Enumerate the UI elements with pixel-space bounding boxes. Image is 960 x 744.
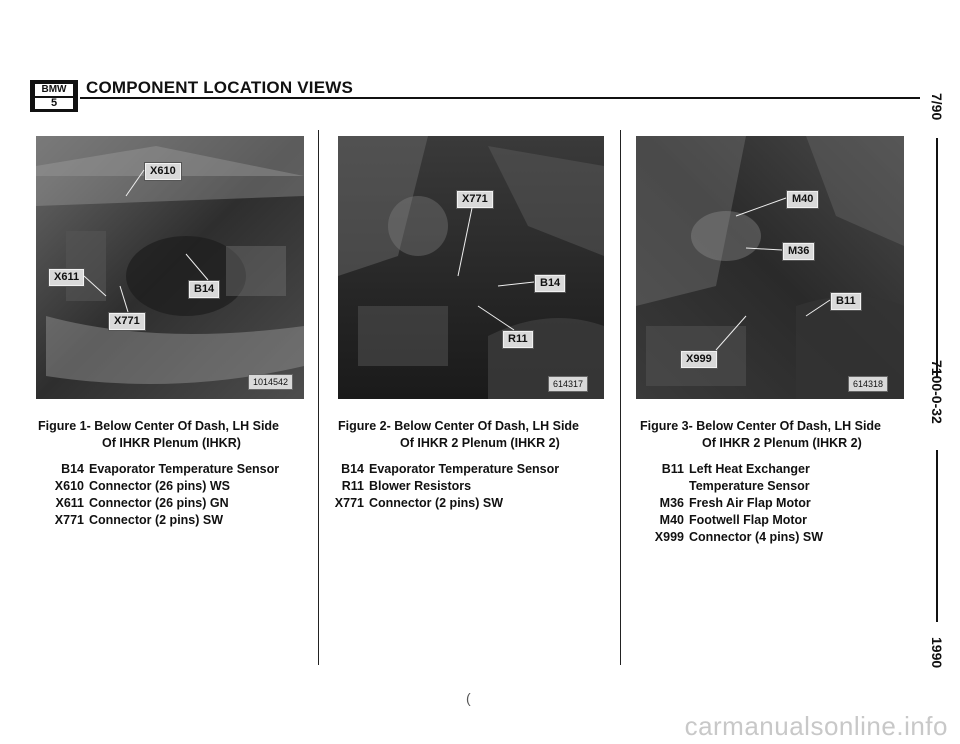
- watermark: carmanualsonline.info: [684, 711, 948, 741]
- figure-2-caption-line1: Figure 2- Below Center Of Dash, LH Side: [338, 419, 580, 433]
- legend-item: [640, 495, 823, 512]
- callout-b14: B14: [188, 280, 220, 299]
- legend-code: X610: [54, 479, 84, 493]
- legend-code: M40: [659, 513, 684, 527]
- legend-desc: Connector (2 pins) SW: [89, 513, 224, 527]
- legend-item: [40, 478, 279, 495]
- legend-code: B11: [661, 462, 684, 476]
- page-title: COMPONENT LOCATION VIEWS: [86, 78, 354, 97]
- legend-code: R11: [341, 479, 364, 493]
- bmw-5-series-logo: [30, 80, 78, 112]
- legend-desc: Evaporator Temperature Sensor: [369, 462, 560, 476]
- figure-1-caption: [38, 418, 279, 452]
- figure-2-photo: [338, 136, 604, 399]
- legend-item: [40, 461, 279, 478]
- margin-year: 1990: [929, 637, 945, 669]
- legend-desc: Connector (4 pins) SW: [689, 530, 824, 544]
- header-divider: [80, 97, 920, 99]
- figure-1-caption-line1: Figure 1- Below Center Of Dash, LH Side: [38, 419, 280, 433]
- callout-x610: X610: [144, 162, 182, 181]
- legend-code: X771: [54, 513, 84, 527]
- legend-item: [640, 512, 823, 529]
- callout-x771: X771: [456, 190, 494, 209]
- legend-code: B14: [341, 462, 364, 476]
- legend-code: X611: [55, 496, 84, 510]
- legend-desc: Footwell Flap Motor: [689, 513, 808, 527]
- figure-3-caption-line1: Figure 3- Below Center Of Dash, LH Side: [640, 419, 882, 433]
- legend-desc: Left Heat Exchanger: [689, 462, 810, 476]
- figure-1-legend: [40, 461, 279, 529]
- legend-code: X999: [654, 530, 684, 544]
- column-divider-2: [620, 130, 621, 665]
- margin-date: 7/90: [929, 93, 945, 121]
- legend-code: X771: [334, 496, 364, 510]
- legend-desc: Connector (2 pins) SW: [369, 496, 504, 510]
- callout-x611: X611: [48, 268, 85, 287]
- margin-rule-lower: [936, 450, 938, 622]
- legend-item: [640, 461, 823, 478]
- callout-m40: M40: [786, 190, 819, 209]
- figure-3-photo: [636, 136, 904, 399]
- figure-3-caption: [640, 418, 881, 452]
- figure-3-photo-texture: [636, 136, 904, 399]
- legend-desc: Connector (26 pins) GN: [89, 496, 229, 510]
- legend-desc-continuation: Temperature Sensor: [689, 479, 810, 493]
- figure-3-caption-line2: Of IHKR 2 Plenum (IHKR 2): [702, 436, 862, 450]
- stray-mark: (: [466, 690, 471, 706]
- callout-x999: X999: [680, 350, 718, 369]
- legend-item: [320, 495, 559, 512]
- legend-desc: Fresh Air Flap Motor: [689, 496, 811, 510]
- figure-2-caption-line2: Of IHKR 2 Plenum (IHKR 2): [400, 436, 560, 450]
- figure-1-caption-line2: Of IHKR Plenum (IHKR): [102, 436, 241, 450]
- figure-3-photo-number: 614318: [848, 376, 888, 392]
- figure-2-caption: [338, 418, 579, 452]
- legend-item: [40, 512, 279, 529]
- callout-x771: X771: [108, 312, 146, 331]
- figure-2-photo-texture: [338, 136, 604, 399]
- margin-page-code: 7100-0-32: [929, 360, 945, 424]
- legend-desc: Evaporator Temperature Sensor: [89, 462, 280, 476]
- figure-3-legend: [640, 461, 823, 546]
- callout-b14: B14: [534, 274, 566, 293]
- figure-1-photo-number: 1014542: [248, 374, 293, 390]
- legend-code: B14: [61, 462, 84, 476]
- legend-code: M36: [659, 496, 684, 510]
- page-margin-strip: [922, 60, 952, 700]
- callout-m36: M36: [782, 242, 815, 261]
- callout-b11: B11: [830, 292, 862, 311]
- legend-item: [320, 478, 559, 495]
- figure-2-legend: [320, 461, 559, 512]
- logo-series: 5: [35, 98, 73, 109]
- figure-2-photo-number: 614317: [548, 376, 588, 392]
- legend-item: [40, 495, 279, 512]
- logo-brand: BMW: [35, 84, 73, 96]
- legend-item: [640, 529, 823, 546]
- legend-desc: Connector (26 pins) WS: [89, 479, 230, 493]
- column-divider-1: [318, 130, 319, 665]
- legend-desc: Blower Resistors: [369, 479, 472, 493]
- legend-item: [320, 461, 559, 478]
- callout-r11: R11: [502, 330, 534, 349]
- figure-1-photo: [36, 136, 304, 399]
